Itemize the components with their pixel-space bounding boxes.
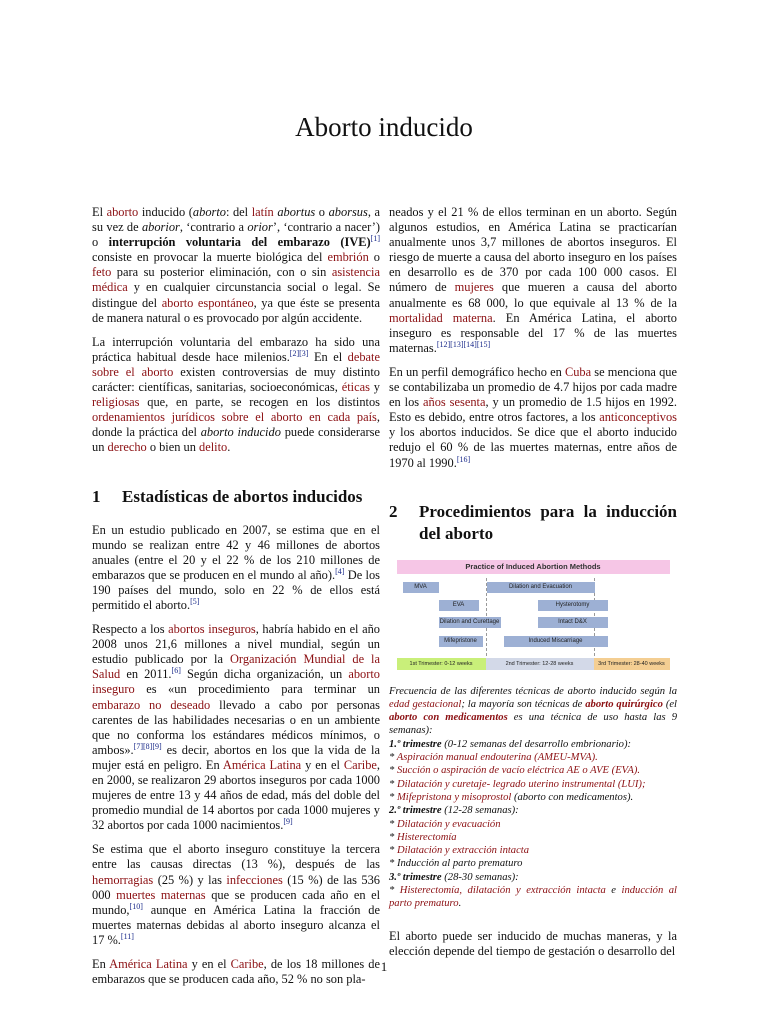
citation[interactable]: [12][13][14][15]: [436, 339, 491, 349]
method-bar-dilation-evacuation: Dilation and Evacuation: [487, 582, 595, 593]
link-cuba[interactable]: Cuba: [564, 364, 592, 379]
method-bar-mifepristone: Mifepristone: [439, 636, 483, 647]
caption-trimester-2: 2.º trimestre (12-28 semanas):: [389, 805, 519, 817]
page-title: Aborto inducido: [295, 112, 473, 142]
section-2-heading: 2 Procedimientos para la inducción del aborto: [389, 501, 677, 543]
method-bar-induced-miscarriage: Induced Miscarriage: [504, 636, 608, 647]
citation[interactable]: [11]: [120, 931, 134, 941]
citation[interactable]: [6]: [171, 666, 181, 676]
caption-item: * Succión o aspiración de vacío eléctrica AE o AVE (EVA).: [389, 765, 641, 777]
link-america-latina-2[interactable]: América Latina: [109, 957, 188, 972]
citation[interactable]: [4]: [335, 566, 345, 576]
s1-paragraph-2: Respecto a los abortos inseguros, habría habido en el año 2008 unos 21,6 millones a nivel mundial, según un estudio publicado por la Organización Mundial de la Salud en 2011.[6] Según dicha organización, un aborto inseguro es «un procedimiento para terminar un embarazo no deseado llevado a cabo por personas carentes de las habilidades necesarias o en un ambiente que no conforma los estándares médicos mínimos, o ambos».[7][8][9] es decir, abortos en los que la vida de la mujer está en peligro. En América Latina y en el Caribe, en 2000, se realizaron 29 abortos inseguros por cada 1000 mujeres de entre 13 y 44 años de edad, más del doble del promedio mundial de 14 abortos por cada 1000 mujeres y 32 abortos por cada 1000 nacimientos.[9]: [92, 622, 380, 833]
intro-paragraph-3: neados y el 21 % de ellos terminan en un aborto. Según algunos estudios, en América Latina se practicarían anualmente unos 3,7 millones de abortos inseguros. El riesgo de muerte a causa del aborto inseguro en los países en desarrollo es de 370 por cada 100 000 casos. El número de mujeres que mueren a causa del aborto anualmente es 68 000, lo que equivale al 13 % de la mortalidad materna. En América Latina, el aborto inseguro es responsable del 17 % de las muertes maternas.[12][13][14][15]: [389, 205, 677, 355]
caption-item: * Histerectomía, dilatación y extracción intacta e inducción al parto prematuro.: [389, 885, 678, 910]
abortion-methods-figure: [397, 560, 670, 675]
caption-item: * Aspiración manual endouterina (AMEU-MVA).: [389, 752, 598, 764]
link-latin[interactable]: latín: [251, 205, 274, 219]
method-bar-dilation-curettage: Dilation and Curettage: [439, 617, 501, 628]
s1-paragraph-4: En América Latina y en el Caribe, de los 18 millones de embarazos que se producen cada año, 52 % no son pla-: [92, 957, 380, 987]
method-bar-mva: MVA: [403, 582, 439, 593]
link-eticas[interactable]: éticas: [341, 380, 370, 395]
method-bar-hysterotomy: Hysterotomy: [538, 600, 608, 611]
s1-paragraph-1: En un estudio publicado en 2007, se estima que en el mundo se realizan entre 42 y 46 millones de abortos anuales (entre el 20 y el 22 % de los 210 millones de embarazos que se producen en el mundo al año).[4] De los 190 países del mundo, solo en 22 % de ellos está permitido el aborto.[5]: [92, 522, 380, 612]
link-embarazo-no-deseado[interactable]: embarazo no deseado: [92, 697, 211, 712]
caption-trimester-1: 1.º trimestre (0-12 semanas del desarrollo embrionario):: [389, 738, 632, 750]
citation[interactable]: [16]: [456, 454, 471, 464]
trimester-2-label: 2nd Trimester: 12-28 weeks: [486, 658, 594, 670]
s1-paragraph-3: Se estima que el aborto inseguro constituye la tercera entre las causas directas (13 %), después de las hemorragias (25 %) y las infecciones (15 %) de las 536 000 muertes maternas que se producen cada año en el mundo,[10] aunque en América Latina la fracción de muertes maternas debidas al aborto inseguro alcanza el 17 %.[11]: [92, 842, 381, 947]
caption-item: * Histerectomía: [389, 831, 457, 843]
s2-paragraph-1: El aborto puede ser inducido de muchas maneras, y la elección depende del tiempo de gestación o desarrollo del: [389, 928, 677, 958]
link-derecho[interactable]: derecho: [107, 440, 147, 455]
link-aborto-medicamentos[interactable]: aborto con medicamentos: [389, 712, 508, 724]
caption-item: * Dilatación y extracción intacta: [389, 845, 530, 857]
link-mortalidad-materna[interactable]: mortalidad materna: [389, 310, 493, 325]
left-column: [92, 205, 380, 996]
link-infecciones[interactable]: infecciones: [226, 872, 283, 887]
link-ordenamientos[interactable]: ordenamientos jurídicos sobre el aborto en cada país: [92, 410, 377, 425]
link-muertes-maternas[interactable]: muertes maternas: [116, 887, 206, 902]
link-feto[interactable]: feto: [92, 265, 112, 280]
caption-item: * Dilatación y evacuación: [389, 818, 501, 830]
link-anos-sesenta[interactable]: años sesenta: [423, 395, 486, 410]
figure-title-banner: Practice of Induced Abortion Methods: [397, 560, 670, 574]
trimester-3-label: 3rd Trimester: 28-40 weeks: [594, 658, 670, 670]
method-bar-intact-dx: Intact D&X: [538, 617, 608, 628]
caption-item: * Dilatación y curetaje- legrado uterino instrumental (LUI);: [389, 778, 646, 790]
intro-paragraph-1: El aborto inducido (aborto: del latín abortus o aborsus, a su vez de aborior, ‘contrario a orior’, ‘contrario a nacer’) o interrupción voluntaria del embarazo (IVE)[1] consiste en provocar la muerte biológica del embrión o feto para su posterior eliminación, con o sin asistencia médica y en cualquier circunstancia social o legal. Se distingue del aborto espontáneo, ya que éste se presenta de manera natural o es provocado por algún accidente.: [92, 205, 381, 325]
citation[interactable]: [5]: [190, 596, 200, 606]
link-caribe-2[interactable]: Caribe: [230, 957, 264, 972]
citation[interactable]: [9]: [283, 817, 293, 827]
link-delito[interactable]: delito: [199, 440, 228, 455]
method-bar-eva: EVA: [439, 600, 479, 611]
section-1-heading: 1 Estadísticas de abortos inducidos: [92, 486, 363, 506]
link-aborto-espontaneo[interactable]: aborto espontáneo: [161, 295, 254, 310]
citation[interactable]: [1]: [370, 234, 380, 244]
link-aborto[interactable]: aborto: [106, 205, 139, 219]
link-edad-gestacional[interactable]: edad gestacional: [389, 698, 462, 710]
link-aborto-quirurgico[interactable]: aborto quirúrgico: [585, 698, 663, 710]
link-america-latina[interactable]: América Latina: [222, 757, 302, 772]
page-number: 1: [380, 959, 388, 974]
citation[interactable]: [10]: [129, 901, 143, 911]
citation[interactable]: [7][8][9]: [133, 741, 162, 751]
link-abortos-inseguros[interactable]: abortos inseguros: [168, 622, 256, 637]
link-aborto-inseguro[interactable]: aborto inseguro: [92, 667, 380, 697]
caption-item: * Inducción al parto prematuro: [389, 858, 523, 870]
link-religiosas[interactable]: religiosas: [92, 395, 140, 410]
citation[interactable]: [2][3]: [289, 348, 309, 358]
link-caribe[interactable]: Caribe: [343, 757, 377, 772]
link-anticonceptivos[interactable]: anticonceptivos: [599, 410, 677, 425]
intro-paragraph-2: La interrupción voluntaria del embarazo ha sido una práctica habitual desde hace milenios.[2][3] En el debate sobre el aborto existen controversias de muy distinto carácter: científicas, sanitarias, socioeconómicas, éticas y religiosas que, en parte, se recogen en los distintos ordenamientos jurídicos sobre el aborto en cada país, donde la práctica del aborto inducido puede considerarse un derecho o bien un delito.: [92, 334, 380, 455]
link-hemorragias[interactable]: hemorragias: [92, 872, 154, 887]
link-embrion[interactable]: embrión: [327, 250, 369, 265]
trimester-1-label: 1st Trimester: 0-12 weeks: [397, 658, 486, 670]
link-asistencia-medica[interactable]: asistencia médica: [92, 265, 380, 295]
intro-paragraph-4: En un perfil demográfico hecho en Cuba se menciona que se contabilizaba un promedio de 4.7 hijos por cada madre en los años sesenta, y un promedio de 1.5 hijos en 1992. Esto es debido, entre otros factores, a los anticonceptivos y los abortos inducidos. Se dice que el aborto inducido redujo el 60 % de las muertes maternas, entre años de 1970 al 1990.[16]: [389, 364, 677, 470]
link-debate-aborto[interactable]: debate sobre el aborto: [92, 349, 380, 379]
right-column: [389, 205, 677, 968]
link-mujeres[interactable]: mujeres: [454, 280, 494, 295]
figure-caption: Frecuencia de las diferentes técnicas de aborto inducido según la edad gestacional; la mayoría son técnicas de aborto quirúrgico (el aborto con medicamentos es una técnica de uso hasta las 9 semanas): 1.º trimestre (0-12 semanas del desarrollo embrionario): * Aspiración manual endouterina (AMEU-MVA). * Succión o aspiración de vacío eléctrica AE o AVE (EVA). * Dilatación y curetaje- legrado uterino instrumental (LUI); * Mifepristona y misoprostol (aborto con medicamentos). 2.º trimestre (12-28 semanas): * Dilatación y evacuación * Histerectomía * Dilatación y extracción intacta * Inducción al parto prematuro 3.º trimestre (28-30 semanas): * Histerectomía, dilatación y extracción intacta e inducción al parto prematuro.: [389, 685, 678, 910]
link-oms[interactable]: Organización Mundial de la Salud: [92, 652, 380, 682]
caption-item: * Mifepristona y misoprostol (aborto con medicamentos).: [389, 791, 634, 803]
caption-trimester-3: 3.º trimestre (28-30 semanas):: [389, 871, 519, 883]
